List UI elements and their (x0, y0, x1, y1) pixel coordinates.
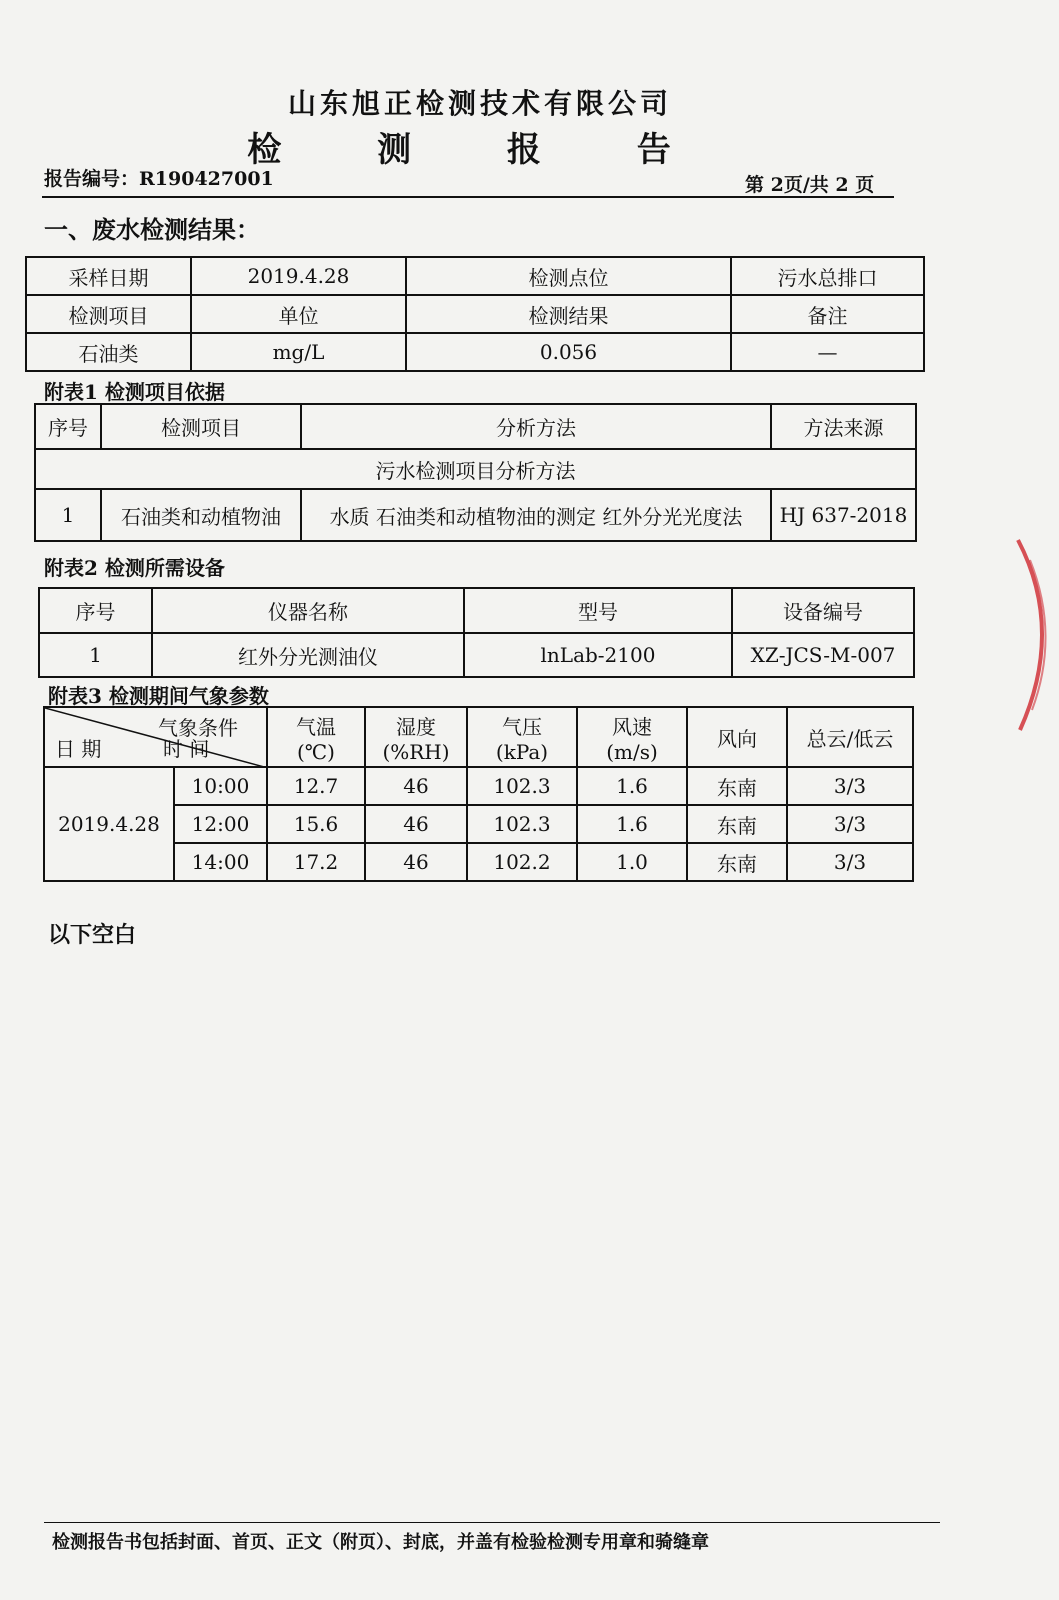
header-date-time (44, 707, 267, 767)
cell-pressure: 102.3 (467, 805, 577, 843)
header-wind-speed-unit: (m/s) (606, 739, 658, 764)
cell-wind-speed: 1.0 (577, 843, 687, 881)
cell-name: 红外分光测油仪 (152, 633, 464, 677)
table-row (39, 588, 914, 633)
appendix2-caption: 附表2 检测所需设备 (44, 556, 225, 580)
table-row (44, 843, 913, 881)
cell-wind-direction: 东南 (687, 767, 787, 805)
cell-method: 水质 石油类和动植物油的测定 红外分光光度法 (301, 489, 771, 541)
header-temp (267, 707, 365, 767)
cell-result: 0.056 (406, 333, 731, 371)
sample-point: 污水总排口 (731, 257, 924, 295)
cell-source: HJ 637-2018 (771, 489, 916, 541)
cell-note: — (731, 333, 924, 371)
header-time: 时 间 (163, 737, 210, 761)
header-name: 仪器名称 (152, 588, 464, 633)
table-row (26, 257, 924, 295)
cell-pressure: 102.2 (467, 843, 577, 881)
footer-note: 检测报告书包括封面、首页、正文（附页）、封底，并盖有检验检测专用章和骑缝章 (52, 1532, 709, 1553)
header-code: 设备编号 (732, 588, 914, 633)
cell-cloud: 3/3 (787, 805, 913, 843)
cell-humidity: 46 (365, 767, 467, 805)
header-method: 分析方法 (301, 404, 771, 449)
header-item: 检测项目 (26, 295, 191, 333)
header-humidity-label: 湿度 (396, 714, 436, 739)
cell-time: 10:00 (174, 767, 267, 805)
header-temp-label: 气温 (296, 714, 336, 739)
cell-time: 14:00 (174, 843, 267, 881)
cell-time: 12:00 (174, 805, 267, 843)
table-row (35, 404, 916, 449)
cell-wind-direction: 东南 (687, 843, 787, 881)
seal-stamp-icon (1010, 530, 1059, 740)
header-humidity (365, 707, 467, 767)
cell-code: XZ-JCS-M-007 (732, 633, 914, 677)
header-wind-speed-label: 风速 (612, 714, 652, 739)
cell-item: 石油类 (26, 333, 191, 371)
appendix3-table (43, 706, 914, 882)
table-row (39, 633, 914, 677)
sample-date: 2019.4.28 (191, 257, 406, 295)
section-title: 一、废水检测结果： (44, 215, 260, 244)
header-result: 检测结果 (406, 295, 731, 333)
table-row (26, 333, 924, 371)
cell-model: lnLab-2100 (464, 633, 732, 677)
header-wind-direction: 风向 (687, 707, 787, 767)
cell-wind-direction: 东南 (687, 805, 787, 843)
cell-pressure: 102.3 (467, 767, 577, 805)
appendix1-table (34, 403, 917, 542)
footer-divider (44, 1522, 940, 1523)
header-temp-unit: (℃) (297, 739, 335, 764)
cell-temp: 12.7 (267, 767, 365, 805)
blank-note: 以下空白 (48, 922, 137, 948)
cell-wind-speed: 1.6 (577, 805, 687, 843)
header-cloud: 总云/低云 (787, 707, 913, 767)
header-condition: 气象条件 (158, 716, 238, 740)
header-date: 日 期 (55, 737, 102, 761)
cell-humidity: 46 (365, 843, 467, 881)
cell-cloud: 3/3 (787, 767, 913, 805)
header-humidity-unit: (%RH) (382, 739, 450, 764)
group-title: 污水检测项目分析方法 (35, 449, 916, 489)
table-row (26, 295, 924, 333)
table-row (44, 707, 913, 767)
results-table (25, 256, 925, 372)
cell-item: 石油类和动植物油 (101, 489, 301, 541)
header-no: 序号 (35, 404, 101, 449)
header-no: 序号 (39, 588, 152, 633)
table-row (44, 767, 913, 805)
header-divider (42, 196, 894, 198)
table-row (44, 805, 913, 843)
appendix3-caption: 附表3 检测期间气象参数 (48, 684, 269, 708)
cell-no: 1 (35, 489, 101, 541)
company-name: 山东旭正检测技术有限公司 (287, 87, 672, 120)
cell-date: 2019.4.28 (44, 767, 174, 881)
cell-humidity: 46 (365, 805, 467, 843)
header-pressure-unit: (kPa) (495, 739, 549, 764)
header-pressure-label: 气压 (502, 714, 542, 739)
header-model: 型号 (464, 588, 732, 633)
report-title: 检 测 报 告 (247, 130, 713, 170)
appendix1-caption: 附表1 检测项目依据 (44, 380, 225, 404)
report-number: 报告编号：R190427001 (44, 168, 274, 190)
cell-wind-speed: 1.6 (577, 767, 687, 805)
header-note: 备注 (731, 295, 924, 333)
table-row (35, 489, 916, 541)
cell-no: 1 (39, 633, 152, 677)
table-row (35, 449, 916, 489)
appendix2-table (38, 587, 915, 678)
header-source: 方法来源 (771, 404, 916, 449)
page-number: 第 2页/共 2 页 (745, 174, 875, 196)
header-wind-speed (577, 707, 687, 767)
cell-cloud: 3/3 (787, 843, 913, 881)
header-pressure (467, 707, 577, 767)
cell-unit: mg/L (191, 333, 406, 371)
header-unit: 单位 (191, 295, 406, 333)
header-item: 检测项目 (101, 404, 301, 449)
label-sample-point: 检测点位 (406, 257, 731, 295)
label-sample-date: 采样日期 (26, 257, 191, 295)
cell-temp: 17.2 (267, 843, 365, 881)
cell-temp: 15.6 (267, 805, 365, 843)
